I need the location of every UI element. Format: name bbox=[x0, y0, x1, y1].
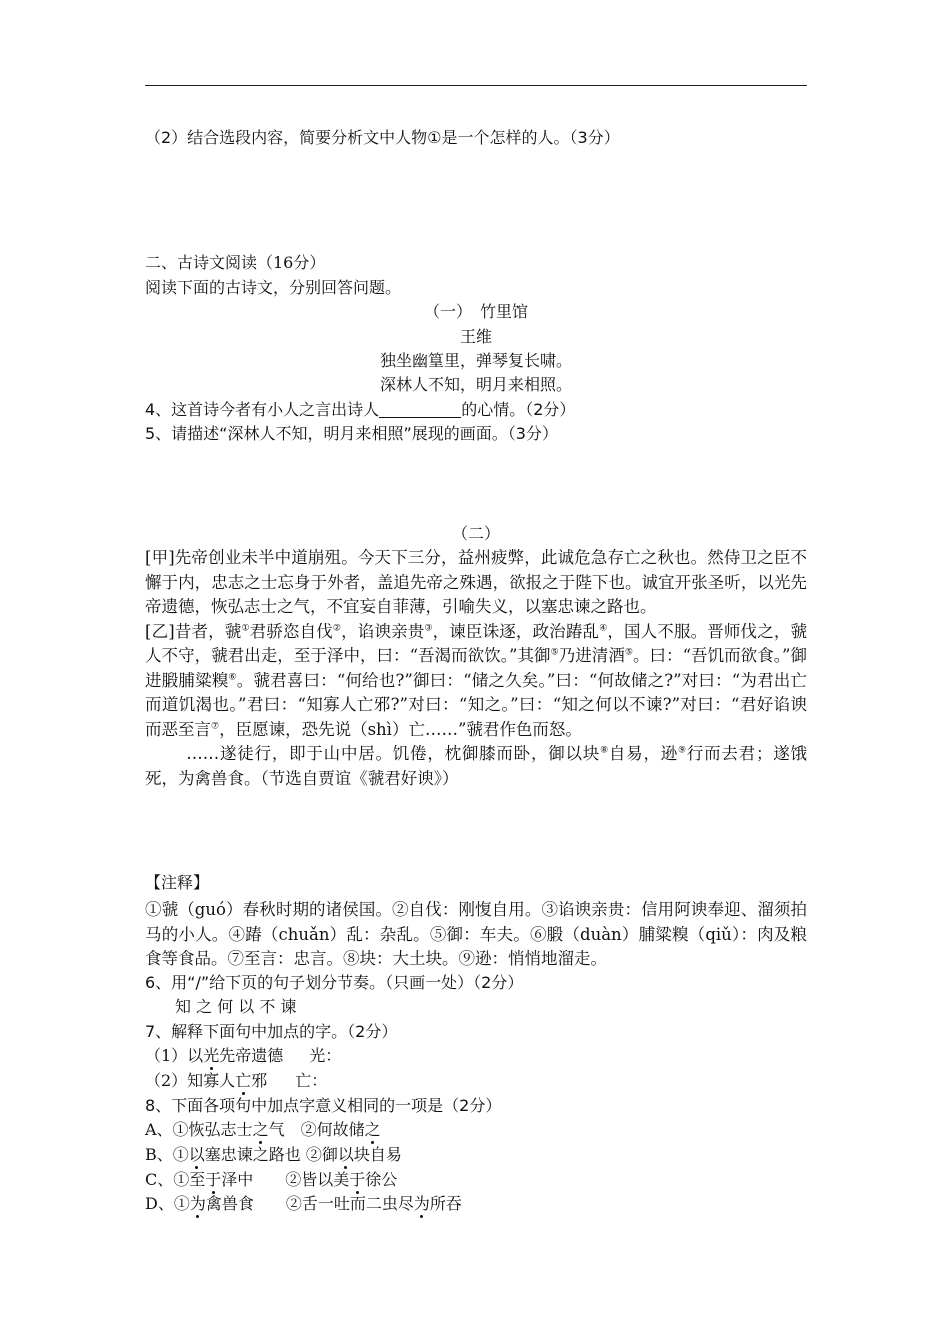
poem-heading: （一） 竹里馆 bbox=[423, 302, 528, 321]
question-4 bbox=[145, 400, 575, 420]
question-5: 5、请描述“深林人不知，明月来相照”展现的画面。（3分） bbox=[145, 424, 558, 443]
notes-text: ①虢（guó）春秋时期的诸侯国。②自伐：刚愎自用。③谄谀亲贵：信用阿谀奉迎、溜须拍马的小人。④踳（chuǎn）乱：杂乱。⑤御：车夫。⑥腶（duàn）脯粱糗（qiǔ）：肉及粮食等食品。⑦至言：忠言。⑧块：大土块。⑨逊：悄悄地溜走。 bbox=[145, 900, 807, 968]
dotted-char: 为 bbox=[189, 1194, 206, 1213]
footnote-ref: ③ bbox=[424, 623, 433, 633]
footnote-ref: ④ bbox=[599, 623, 608, 633]
footnote-ref: ② bbox=[332, 623, 342, 633]
dotted-char: 亡 bbox=[235, 1071, 252, 1090]
footnote-ref: ⑨ bbox=[678, 745, 687, 756]
answer-blank[interactable] bbox=[379, 401, 461, 418]
passage-yi: [乙]昔者，虢①君骄恣自伐②，谄谀亲贵③，谏臣诛逐，政治踳乱④，国人不服。晋师伐之，虢人不守，虢君出走，至于泽中，曰：“吾渴而欲饮。”其御⑤乃进清酒⑤。曰：“吾饥而欲食。”御进腶脯粱糗⑥。虢君喜曰：“何给也?”御曰：“储之久矣。”曰：“何故储之?”对曰：“为君出亡而道饥渴也。”君曰：“知寡人亡邪?”对曰：“知之。”曰：“知之何以不谏?”对曰：“君好谄谀而恶至言⑦，臣愿谏，恐先说（shì）亡……”虢君作色而怒。 bbox=[145, 621, 808, 739]
footnote-ref: ⑧ bbox=[600, 745, 609, 756]
dotted-char: 以 bbox=[337, 1145, 354, 1164]
header-rule bbox=[145, 85, 807, 86]
option-c: C、①至于泽中 ②皆以美于徐公 bbox=[145, 1170, 398, 1189]
question-6: 6、用“/”给下页的句子划分节奏。（只画一处）（2分） bbox=[145, 973, 524, 992]
instruction: 阅读下面的古诗文，分别回答问题。 bbox=[145, 278, 402, 297]
poem-line-1: 独坐幽篁里，弹琴复长啸。 bbox=[379, 351, 572, 370]
dotted-char: 为 bbox=[413, 1194, 430, 1213]
dotted-char: 以 bbox=[188, 1145, 205, 1164]
section-title: 二、古诗文阅读（16分） bbox=[145, 253, 326, 272]
option-a: A、①恢弘志士之气 ②何故储之 bbox=[145, 1120, 381, 1139]
dotted-char: 之 bbox=[364, 1120, 381, 1139]
notes-heading: 【注释】 bbox=[145, 873, 210, 892]
dotted-char: 于 bbox=[349, 1170, 366, 1189]
passage-yi-2: ……遂徒行，即于山中居。饥倦，枕御膝而卧，御以块⑧自易，逊⑨行而去君；遂饿死，为禽兽食。（节选自贾谊《虢君好谀》） bbox=[145, 744, 808, 788]
answer-label: 光： bbox=[309, 1046, 342, 1065]
footnote-ref: ⑦ bbox=[211, 721, 220, 731]
dotted-char: 光 bbox=[203, 1046, 220, 1065]
passage-block bbox=[145, 546, 807, 791]
footnote-ref: ⑤ bbox=[550, 647, 559, 658]
poem-author: 王维 bbox=[459, 327, 492, 346]
poem-line-2: 深林人不知，明月来相照。 bbox=[379, 375, 572, 394]
question-7: 7、解释下面句中加点的字。（2分） bbox=[145, 1022, 398, 1041]
question-4-text: 4、这首诗今者有小人之言出诗人 bbox=[145, 400, 380, 419]
question-7-item-1: （1）以光先帝遗德 光： bbox=[145, 1046, 342, 1065]
option-d: D、①为禽兽食 ②舌一吐而二虫尽为所吞 bbox=[145, 1194, 462, 1213]
passage-jia: [甲]先帝创业未半中道崩殂。今天下三分，益州疲弊，此诚危急存亡之秋也。然侍卫之臣不懈于内，忠志之士忘身于外者，盖追先帝之殊遇，欲报之于陛下也。诚宜开张圣听，以光先帝遗德，恢弘志士之气，不宜妄自菲薄，引喻失义，以塞忠谏之路也。 bbox=[145, 548, 807, 616]
option-b: B、①以塞忠谏之路也 ②御以块自易 bbox=[145, 1145, 402, 1164]
answer-label: 亡： bbox=[295, 1071, 328, 1090]
question-2: （2）结合选段内容，简要分析文中人物①是一个怎样的人。（3分） bbox=[145, 128, 620, 147]
footnote-ref: ① bbox=[241, 623, 250, 633]
question-8: 8、下面各项句中加点字意义相同的一项是（2分） bbox=[145, 1096, 502, 1115]
question-7-item-2: （2）知寡人亡邪 亡： bbox=[145, 1071, 328, 1090]
question-6-sentence: 知 之 何 以 不 谏 bbox=[175, 997, 297, 1016]
footnote-ref: ⑤ bbox=[624, 647, 633, 658]
dotted-char: 于 bbox=[205, 1170, 222, 1189]
part-2-heading: （二） bbox=[451, 524, 500, 543]
dotted-char: 之 bbox=[252, 1120, 269, 1139]
question-4-score: 的心情。（2分） bbox=[461, 400, 576, 419]
footnote-ref: ⑥ bbox=[228, 672, 237, 682]
